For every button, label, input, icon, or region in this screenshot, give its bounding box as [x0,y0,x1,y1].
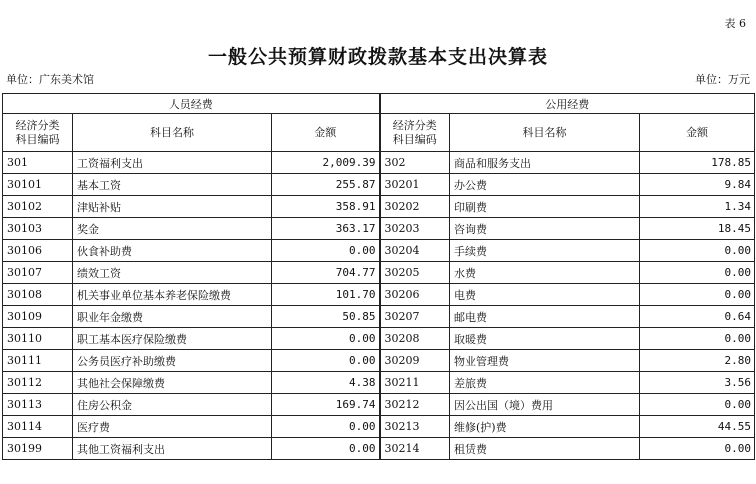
budget-table [2,93,755,460]
row-name-left: 机关事业单位基本养老保险缴费 [73,284,272,306]
row-amount-left: 358.91 [272,196,380,218]
row-code-left: 30109 [3,306,73,328]
row-amount-left: 2,009.39 [272,152,380,174]
row-amount-left: 50.85 [272,306,380,328]
row-code-right: 30214 [380,438,450,460]
row-name-left: 住房公积金 [73,394,272,416]
row-name-left: 工资福利支出 [73,152,272,174]
table-row [3,350,755,372]
row-amount-left: 0.00 [272,350,380,372]
row-code-right: 30204 [380,240,450,262]
row-amount-right: 0.00 [640,328,755,350]
row-name-right: 水费 [450,262,640,284]
table-row [3,394,755,416]
row-name-left: 绩效工资 [73,262,272,284]
row-name-left: 基本工资 [73,174,272,196]
row-amount-right: 0.00 [640,262,755,284]
row-amount-left: 363.17 [272,218,380,240]
row-code-right: 30211 [380,372,450,394]
page-title: 一般公共预算财政拨款基本支出决算表 [207,46,548,68]
row-code-right: 30202 [380,196,450,218]
row-code-right: 30212 [380,394,450,416]
table-row [3,328,755,350]
row-code-right: 30209 [380,350,450,372]
row-name-right: 因公出国（境）费用 [450,394,640,416]
row-name-right: 手续费 [450,240,640,262]
row-code-left: 30110 [3,328,73,350]
row-code-right: 30201 [380,174,450,196]
row-name-right: 物业管理费 [450,350,640,372]
code-header-line1: 经济分类 [15,118,60,132]
row-code-left: 30106 [3,240,73,262]
table-row [3,284,755,306]
row-code-right: 30208 [380,328,450,350]
col-header-name-left: 科目名称 [73,114,272,152]
row-code-left: 30113 [3,394,73,416]
row-code-left: 30108 [3,284,73,306]
row-name-left: 医疗费 [73,416,272,438]
row-name-left: 伙食补助费 [73,240,272,262]
row-code-left: 30101 [3,174,73,196]
row-amount-right: 3.56 [640,372,755,394]
row-name-right: 差旅费 [450,372,640,394]
row-amount-left: 0.00 [272,438,380,460]
row-amount-left: 0.00 [272,416,380,438]
row-code-left: 30114 [3,416,73,438]
row-amount-right: 18.45 [640,218,755,240]
unit-organization: 单位：广东美术馆 [6,73,94,86]
row-code-left: 30199 [3,438,73,460]
row-name-right: 商品和服务支出 [450,152,640,174]
row-amount-left: 704.77 [272,262,380,284]
row-code-right: 30206 [380,284,450,306]
col-header-code-right [380,114,450,152]
row-amount-right: 0.00 [640,284,755,306]
row-amount-right: 9.84 [640,174,755,196]
code-header-line2: 科目编码 [15,132,60,146]
row-name-left: 其他社会保障缴费 [73,372,272,394]
table-number: 表 6 [724,17,746,30]
row-name-left: 公务员医疗补助缴费 [73,350,272,372]
row-amount-left: 255.87 [272,174,380,196]
table-row [3,240,755,262]
table-row [3,218,755,240]
row-name-left: 职工基本医疗保险缴费 [73,328,272,350]
row-name-right: 电费 [450,284,640,306]
row-amount-left: 169.74 [272,394,380,416]
row-name-left: 其他工资福利支出 [73,438,272,460]
row-code-left: 30103 [3,218,73,240]
row-name-left: 奖金 [73,218,272,240]
row-amount-right: 2.80 [640,350,755,372]
row-name-right: 印刷费 [450,196,640,218]
group-header-public: 公用经费 [380,94,755,114]
row-amount-right: 0.00 [640,240,755,262]
col-header-code-left [3,114,73,152]
row-code-left: 30102 [3,196,73,218]
table-row [3,196,755,218]
unit-currency: 单位：万元 [695,73,750,86]
table-row [3,306,755,328]
table-row [3,152,755,174]
row-code-right: 30203 [380,218,450,240]
row-amount-right: 44.55 [640,416,755,438]
row-code-left: 30111 [3,350,73,372]
row-code-right: 302 [380,152,450,174]
col-header-name-right: 科目名称 [450,114,640,152]
row-code-left: 301 [3,152,73,174]
row-amount-right: 0.64 [640,306,755,328]
code-header-line2: 科目编码 [392,132,437,146]
row-amount-right: 0.00 [640,438,755,460]
row-amount-left: 4.38 [272,372,380,394]
row-amount-right: 178.85 [640,152,755,174]
row-amount-left: 101.70 [272,284,380,306]
row-code-right: 30207 [380,306,450,328]
table-row [3,262,755,284]
row-amount-left: 0.00 [272,240,380,262]
row-name-right: 维修(护)费 [450,416,640,438]
col-header-amount-right: 金额 [640,114,755,152]
row-name-right: 邮电费 [450,306,640,328]
row-amount-right: 1.34 [640,196,755,218]
row-name-left: 津贴补贴 [73,196,272,218]
row-name-left: 职业年金缴费 [73,306,272,328]
row-name-right: 租赁费 [450,438,640,460]
row-name-right: 取暖费 [450,328,640,350]
row-amount-left: 0.00 [272,328,380,350]
row-code-left: 30107 [3,262,73,284]
table-row [3,438,755,460]
row-code-left: 30112 [3,372,73,394]
row-amount-right: 0.00 [640,394,755,416]
table-row [3,372,755,394]
row-code-right: 30213 [380,416,450,438]
table-row [3,416,755,438]
group-header-personnel: 人员经费 [3,94,380,114]
col-header-amount-left: 金额 [272,114,380,152]
code-header-line1: 经济分类 [392,118,437,132]
row-name-right: 办公费 [450,174,640,196]
row-code-right: 30205 [380,262,450,284]
table-row [3,174,755,196]
row-name-right: 咨询费 [450,218,640,240]
